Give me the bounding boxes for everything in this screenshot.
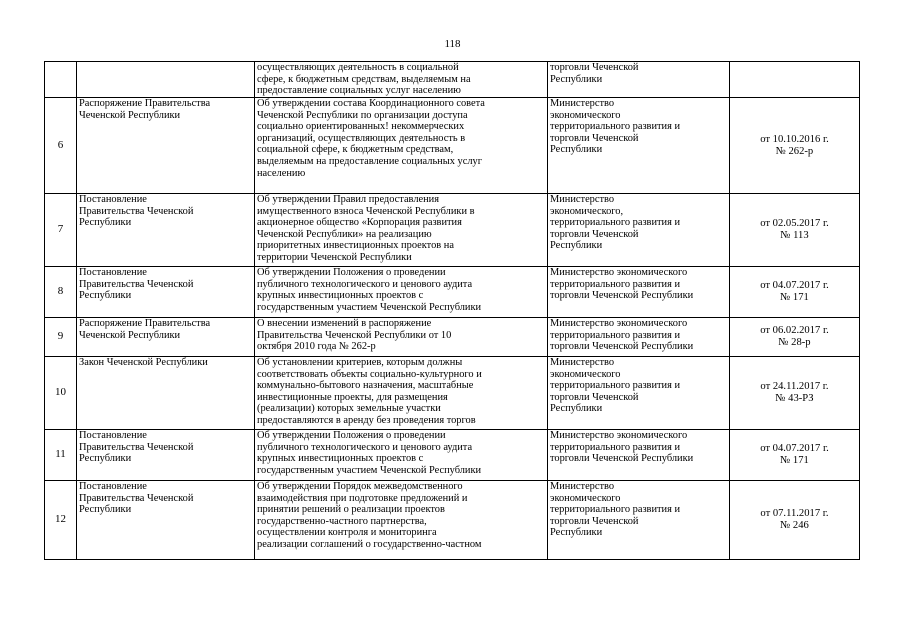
document-title-line: государственно-частного партнерства, bbox=[257, 515, 427, 527]
document-date-line: от 06.02.2017 г. bbox=[760, 325, 829, 337]
responsible-agency-cell bbox=[548, 98, 730, 194]
responsible-agency-line: торговли Чеченской bbox=[550, 391, 639, 403]
document-title-line: взаимодействия при подготовке предложений и bbox=[257, 492, 468, 504]
document-title-line: октября 2010 года № 262-р bbox=[257, 341, 376, 353]
document-type-cell bbox=[77, 481, 255, 560]
responsible-agency-line: экономического, bbox=[550, 205, 624, 217]
responsible-agency-line: Министерство экономического bbox=[550, 318, 688, 329]
responsible-agency-line: территориального развития и bbox=[550, 217, 681, 229]
responsible-agency-cell bbox=[548, 62, 730, 98]
document-type-line: Чеченской Республики bbox=[79, 109, 181, 121]
row-number-cell bbox=[45, 267, 77, 318]
document-date-line: от 04.07.2017 г. bbox=[760, 280, 829, 292]
document-title-line: крупных инвестиционных проектов с bbox=[257, 290, 424, 302]
document-type-line: Закон Чеченской Республики bbox=[79, 357, 208, 368]
document-date-line: от 10.10.2016 г. bbox=[760, 133, 829, 145]
document-title-line: приоритетных инвестиционных проектов на bbox=[257, 240, 454, 252]
document-title-cell bbox=[255, 430, 548, 481]
document-date-line: от 07.11.2017 г. bbox=[760, 508, 829, 520]
document-title-line: Об утверждении состава Координационного совета bbox=[257, 98, 485, 109]
document-title-line: социальной сфере, к бюджетным средствам, bbox=[257, 144, 454, 156]
document-title-line: Правительства Чеченской Республики от 10 bbox=[257, 329, 452, 341]
responsible-agency-line: торговли Чеченской Республики bbox=[550, 290, 694, 302]
row-number-cell bbox=[45, 430, 77, 481]
document-date-cell bbox=[730, 481, 860, 560]
document-title-line: предоставляются в аренду без проведения торгов bbox=[257, 414, 476, 426]
responsible-agency-line: территориального развития и bbox=[550, 441, 681, 453]
document-date-line: от 02.05.2017 г. bbox=[760, 218, 829, 230]
document-type-line: Республики bbox=[79, 504, 132, 516]
document-type-cell bbox=[77, 194, 255, 267]
document-type-cell bbox=[77, 318, 255, 357]
document-title-line: предоставление социальных услуг населению bbox=[257, 85, 461, 97]
row-number: 6 bbox=[57, 138, 64, 151]
responsible-agency-line: экономического bbox=[550, 492, 621, 504]
responsible-agency-line: торговли Чеченской Республики bbox=[550, 341, 694, 353]
document-title-line: О внесении изменений в распоряжение bbox=[257, 318, 432, 329]
document-type-cell bbox=[77, 357, 255, 430]
responsible-agency-line: Министерство bbox=[550, 481, 615, 492]
responsible-agency-line: территориального развития и bbox=[550, 278, 681, 290]
document-title-line: Об установлении критериев, которым должны bbox=[257, 357, 463, 368]
document-title-line: акционерное общество «Корпорация развития bbox=[257, 217, 462, 229]
table-row bbox=[45, 194, 860, 267]
responsible-agency-cell bbox=[548, 267, 730, 318]
document-title-cell bbox=[255, 62, 548, 98]
document-date-cell bbox=[730, 62, 860, 98]
document-date-cell bbox=[730, 318, 860, 357]
responsible-agency-line: Республики bbox=[550, 144, 603, 156]
row-number: 9 bbox=[57, 330, 64, 343]
document-title-cell bbox=[255, 194, 548, 267]
document-title-line: государственным участием Чеченской Республики bbox=[257, 301, 482, 313]
responsible-agency-line: торговли Чеченской bbox=[550, 62, 639, 73]
document-title-line: коммунально-бытового назначения, масштабные bbox=[257, 380, 474, 392]
document-type-line: Постановление bbox=[79, 430, 147, 441]
row-number: 8 bbox=[57, 285, 64, 298]
document-date-line: № 262-р bbox=[775, 145, 814, 157]
responsible-agency-line: территориального развития и bbox=[550, 504, 681, 516]
document-title-line: Об утверждении Положения о проведении bbox=[257, 430, 446, 441]
document-type-cell bbox=[77, 267, 255, 318]
table-row bbox=[45, 62, 860, 98]
document-title-line: инвестиционные проекты, для размещения bbox=[257, 391, 448, 403]
responsible-agency-line: Министерство экономического bbox=[550, 430, 688, 441]
regulations-table bbox=[44, 61, 860, 560]
responsible-agency-cell bbox=[548, 481, 730, 560]
document-title-cell bbox=[255, 267, 548, 318]
document-date-cell bbox=[730, 267, 860, 318]
responsible-agency-line: Республики bbox=[550, 527, 603, 539]
document-type-line: Правительства Чеченской bbox=[79, 205, 194, 217]
responsible-agency-line: территориального развития и bbox=[550, 380, 681, 392]
document-title-line: крупных инвестиционных проектов с bbox=[257, 453, 424, 465]
document-date-cell bbox=[730, 98, 860, 194]
document-title-line: имущественного взноса Чеченской Республики в bbox=[257, 205, 475, 217]
document-date-line: № 171 bbox=[780, 292, 809, 303]
document-title-line: Об утверждении Правил предоставления bbox=[257, 194, 440, 205]
row-number-cell bbox=[45, 318, 77, 357]
document-type-line: Постановление bbox=[79, 194, 147, 205]
responsible-agency-cell bbox=[548, 430, 730, 481]
row-number-cell bbox=[45, 357, 77, 430]
responsible-agency-line: торговли Чеченской bbox=[550, 132, 639, 144]
document-type-line: Постановление bbox=[79, 267, 147, 278]
document-title-cell bbox=[255, 98, 548, 194]
responsible-agency-line: Министерство bbox=[550, 98, 615, 109]
document-date-line: № 171 bbox=[780, 455, 809, 466]
responsible-agency-cell bbox=[548, 318, 730, 357]
row-number: 11 bbox=[55, 448, 66, 461]
document-date-line: № 246 bbox=[780, 520, 809, 531]
document-type-line: Распоряжение Правительства bbox=[79, 98, 211, 109]
document-title-line: публичного технологического и ценового аудита bbox=[257, 278, 473, 290]
row-number-cell bbox=[45, 481, 77, 560]
document-type-line: Республики bbox=[79, 290, 132, 302]
table-row bbox=[45, 481, 860, 560]
document-type-line: Постановление bbox=[79, 481, 147, 492]
document-title-line: осуществляющих деятельность в социальной bbox=[257, 62, 459, 73]
responsible-agency-line: торговли Чеченской Республики bbox=[550, 453, 694, 465]
responsible-agency-cell bbox=[548, 194, 730, 267]
document-title-line: территории Чеченской Республики bbox=[257, 251, 412, 263]
document-title-line: сфере, к бюджетным средствам, выделяемым на bbox=[257, 73, 471, 85]
table-row bbox=[45, 318, 860, 357]
responsible-agency-line: Министерство экономического bbox=[550, 267, 688, 278]
document-title-line: (реализации) которых земельные участки bbox=[257, 403, 441, 415]
responsible-agency-line: экономического bbox=[550, 109, 621, 121]
document-title-line: принятии решений о реализации проектов bbox=[257, 504, 445, 516]
document-title-cell bbox=[255, 318, 548, 357]
document-date-line: № 43-РЗ bbox=[775, 393, 814, 404]
document-type-cell bbox=[77, 98, 255, 194]
responsible-agency-line: Министерство bbox=[550, 194, 615, 205]
document-type-cell bbox=[77, 430, 255, 481]
table-row bbox=[45, 357, 860, 430]
responsible-agency-line: Республики bbox=[550, 403, 603, 415]
row-number-cell bbox=[45, 98, 77, 194]
document-type-line: Правительства Чеченской bbox=[79, 278, 194, 290]
document-title-line: населению bbox=[257, 167, 306, 179]
row-number: 7 bbox=[57, 223, 64, 236]
document-title-line: Чеченской Республики по организации доступа bbox=[257, 109, 468, 121]
responsible-agency-cell bbox=[548, 357, 730, 430]
document-date-cell bbox=[730, 357, 860, 430]
document-title-cell bbox=[255, 481, 548, 560]
table-body bbox=[45, 62, 860, 560]
table-row bbox=[45, 430, 860, 481]
document-title-line: осуществлении контроля и мониторинга bbox=[257, 527, 437, 539]
document-date-line: № 113 bbox=[780, 230, 809, 241]
responsible-agency-line: торговли Чеченской bbox=[550, 228, 639, 240]
document-type-line: Республики bbox=[79, 453, 132, 465]
document-title-line: социально ориентированных! некоммерческих bbox=[257, 121, 465, 133]
document-title-line: организаций, осуществляющих деятельность в bbox=[257, 132, 466, 144]
document-title-line: публичного технологического и ценового аудита bbox=[257, 441, 473, 453]
document-title-cell bbox=[255, 357, 548, 430]
document-type-cell bbox=[77, 62, 255, 98]
document-title-line: Чеченской Республики» на реализацию bbox=[257, 228, 432, 240]
row-number: 10 bbox=[55, 386, 66, 399]
responsible-agency-line: Республики bbox=[550, 73, 603, 85]
document-type-line: Правительства Чеченской bbox=[79, 441, 194, 453]
row-number-cell bbox=[45, 194, 77, 267]
document-date-cell bbox=[730, 194, 860, 267]
document-title-line: соответствовать объекты социально-культурного и bbox=[257, 368, 482, 380]
responsible-agency-line: Министерство bbox=[550, 357, 615, 368]
document-type-line: Распоряжение Правительства bbox=[79, 318, 211, 329]
document-title-line: Об утверждении Положения о проведении bbox=[257, 267, 446, 278]
document-date-line: № 28-р bbox=[778, 337, 811, 348]
document-title-line: реализации соглашений о государственно-частном bbox=[257, 538, 482, 550]
page-number: 118 bbox=[444, 38, 461, 50]
responsible-agency-line: территориального развития и bbox=[550, 121, 681, 133]
document-type-line: Чеченской Республики bbox=[79, 329, 181, 341]
document-date-cell bbox=[730, 430, 860, 481]
document-title-line: Об утверждении Порядок межведомственного bbox=[257, 481, 463, 492]
responsible-agency-line: торговли Чеченской bbox=[550, 515, 639, 527]
document-type-line: Республики bbox=[79, 217, 132, 229]
document-date-line: от 24.11.2017 г. bbox=[760, 381, 829, 393]
row-number-cell bbox=[45, 62, 77, 98]
document-title-line: выделяемым на предоставление социальных услуг bbox=[257, 155, 482, 167]
responsible-agency-line: Республики bbox=[550, 240, 603, 252]
document-date-line: от 04.07.2017 г. bbox=[760, 443, 829, 455]
table-row bbox=[45, 267, 860, 318]
responsible-agency-line: экономического bbox=[550, 368, 621, 380]
document-title-line: государственным участием Чеченской Республики bbox=[257, 464, 482, 476]
row-number: 12 bbox=[55, 513, 66, 526]
table-row bbox=[45, 98, 860, 194]
document-type-line: Правительства Чеченской bbox=[79, 492, 194, 504]
responsible-agency-line: территориального развития и bbox=[550, 329, 681, 341]
